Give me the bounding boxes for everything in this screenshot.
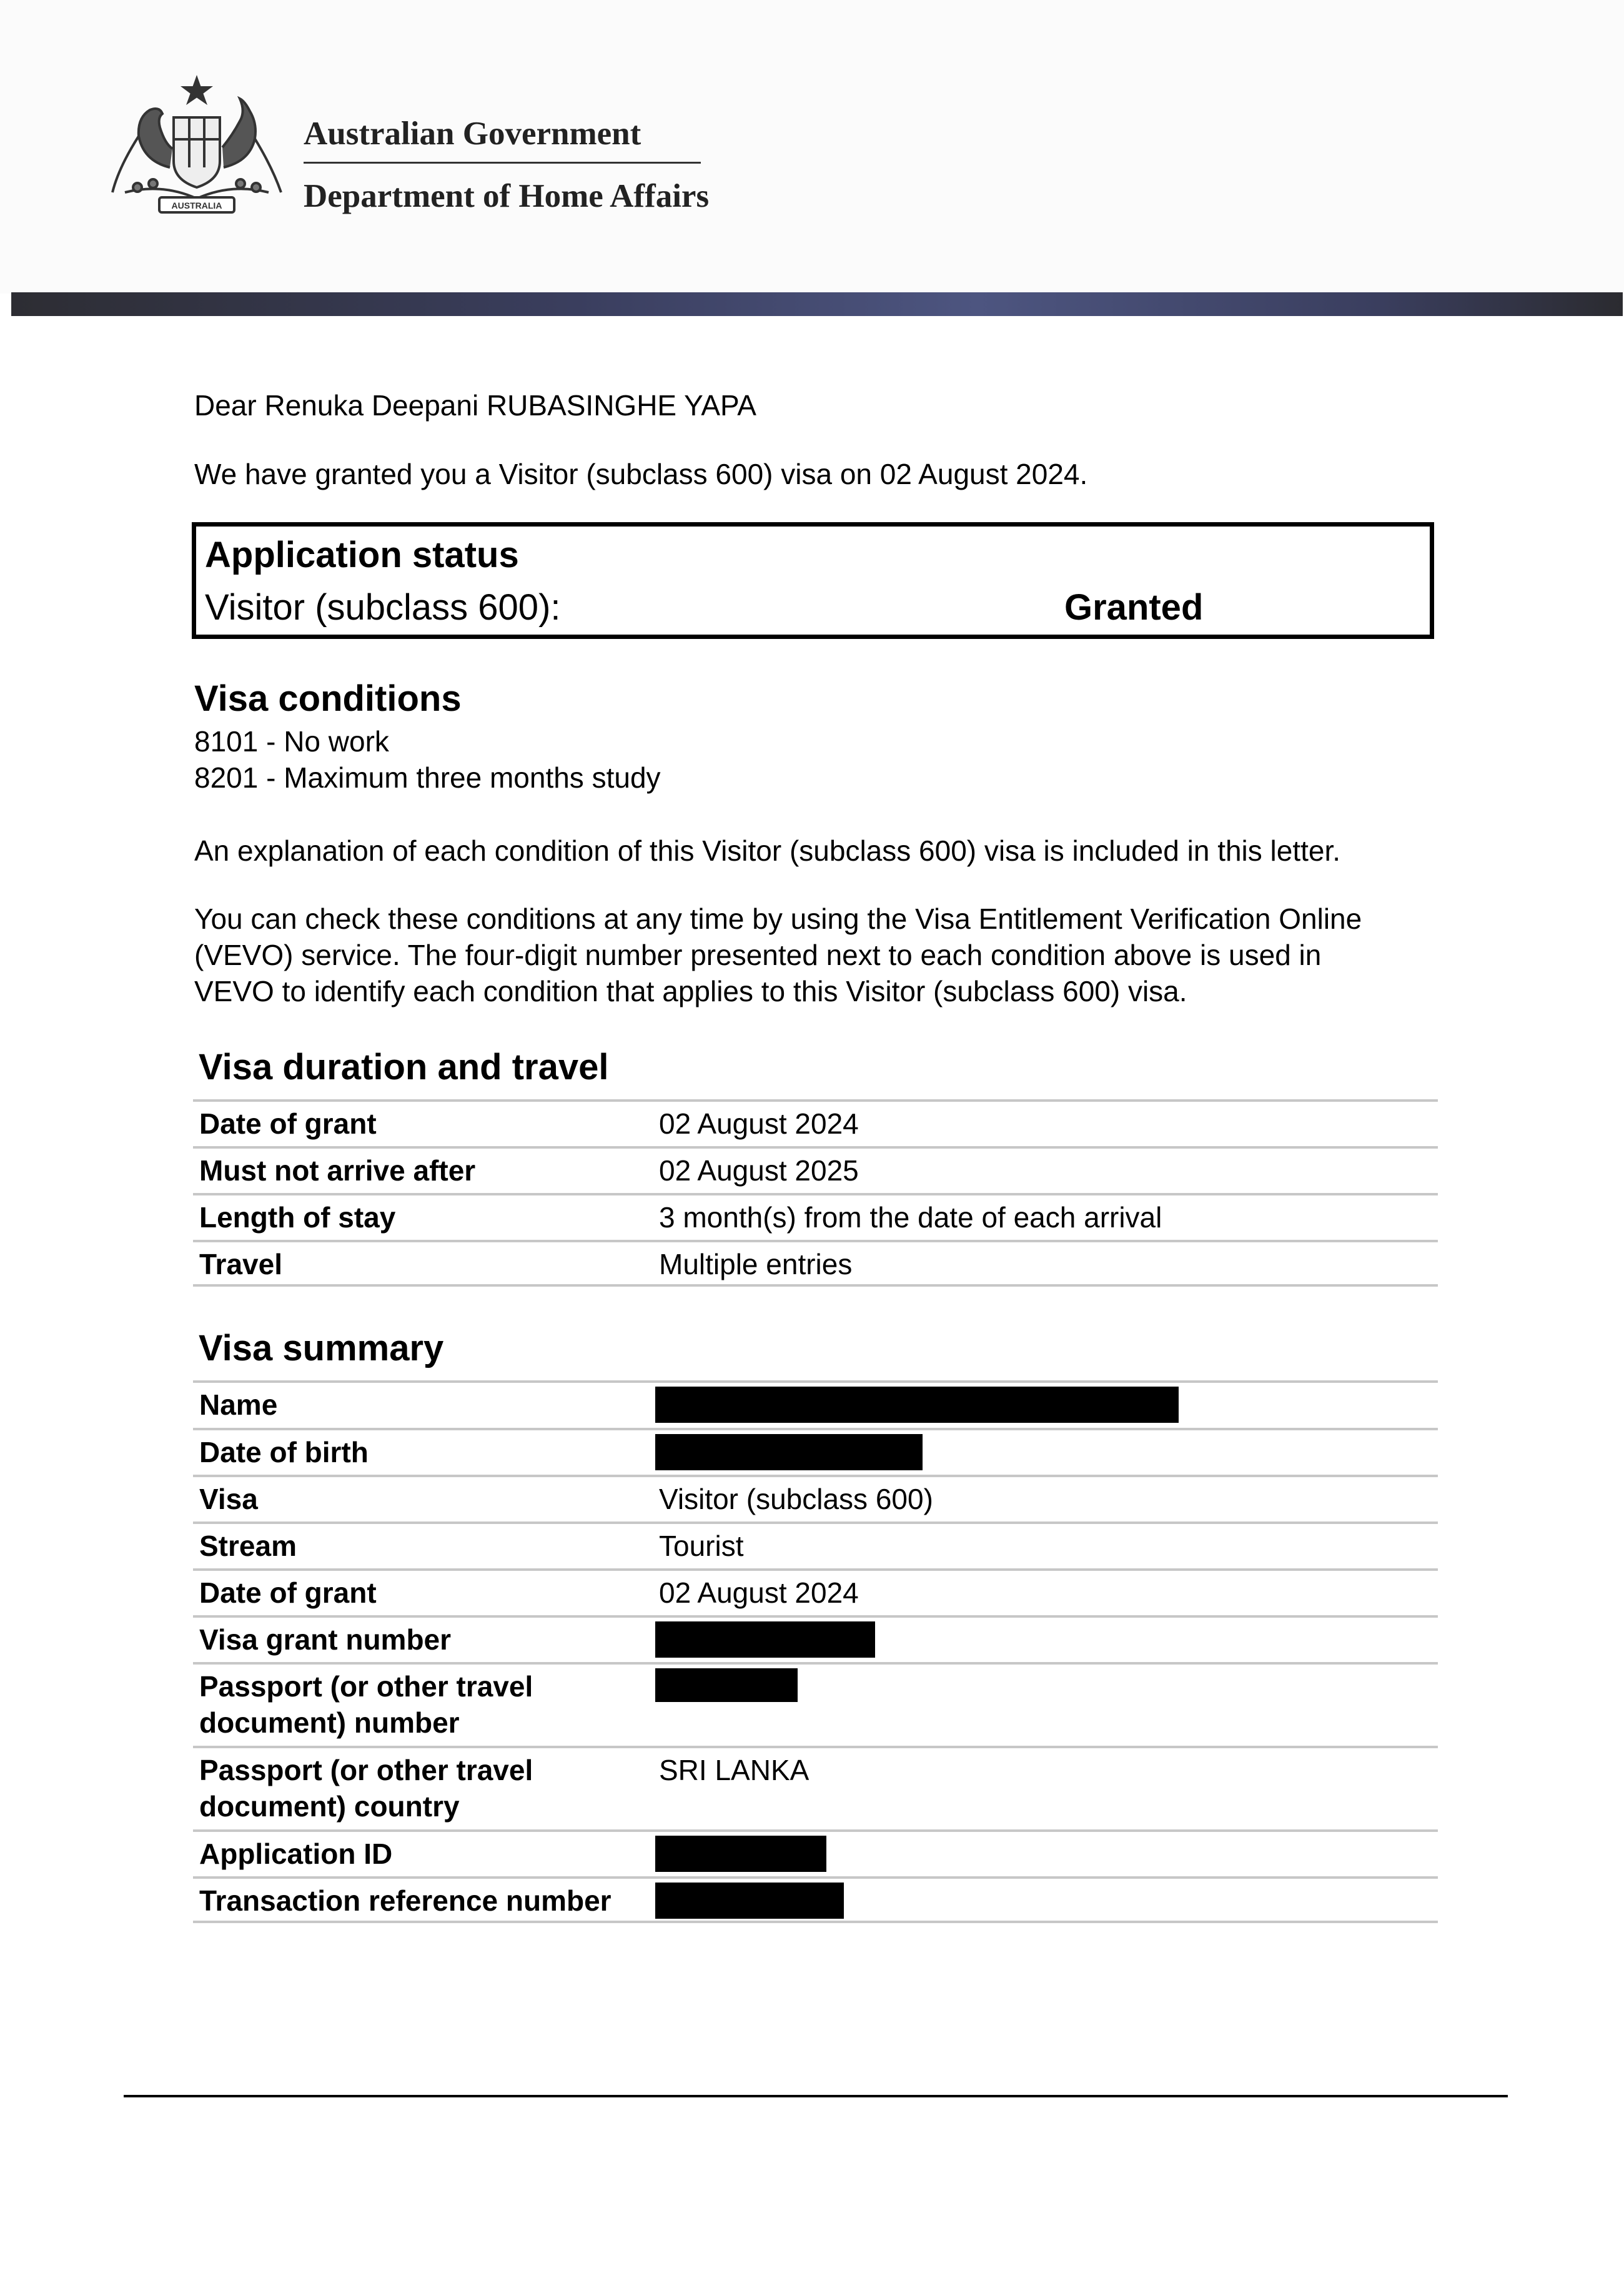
condition-item: 8201 - Maximum three months study [194,761,661,794]
table-row [193,1522,1438,1568]
row-label: Visa grant number [199,1623,452,1656]
table-row [193,1240,1438,1287]
row-label: Application ID [199,1838,393,1870]
row-label: Length of stay [199,1201,396,1234]
department-name: Department of Home Affairs [304,178,710,214]
row-value: 02 August 2025 [659,1154,859,1187]
salutation: Dear Renuka Deepani RUBASINGHE YAPA [194,389,756,422]
visa-summary-table [193,1380,1438,1923]
row-value: 3 month(s) from the date of each arrival [659,1201,1162,1234]
table-row [193,1568,1438,1615]
redaction-bar [655,1883,844,1919]
vevo-line: You can check these conditions at any time by using the Visa Entitlement Verification Online [194,903,1362,935]
table-row [193,1146,1438,1193]
condition-item: 8101 - No work [194,725,389,758]
table-row [193,1615,1438,1662]
visa-duration-table [193,1099,1438,1287]
row-value: Visitor (subclass 600) [659,1483,933,1515]
application-status-label: Visitor (subclass 600): [205,587,561,628]
row-label: Passport (or other travel document) country [199,1754,533,1823]
row-value: Tourist [659,1530,744,1562]
table-row [193,1662,1438,1746]
table-row [193,1829,1438,1876]
application-status-title: Application status [205,535,519,575]
agency-divider [304,162,701,164]
row-label: Travel [199,1248,282,1280]
row-value: Multiple entries [659,1248,853,1280]
letterhead [0,0,1624,294]
row-label: Passport (or other travel document) number [199,1670,533,1739]
row-label: Visa [199,1483,258,1515]
table-row [193,1380,1438,1428]
row-label: Date of birth [199,1436,369,1468]
row-value: 02 August 2024 [659,1576,859,1609]
visa-conditions-title: Visa conditions [194,678,462,719]
table-row [193,1099,1438,1146]
agency-name: Australian Government [304,116,641,152]
table-row [193,1475,1438,1522]
vevo-line: (VEVO) service. The four-digit number presented next to each condition above is used in [194,939,1322,971]
row-value: 02 August 2024 [659,1107,859,1140]
visa-summary-title: Visa summary [199,1328,444,1368]
svg-text:AUSTRALIA: AUSTRALIA [171,200,222,210]
table-row [193,1876,1438,1923]
vevo-line: VEVO to identify each condition that applies to this Visitor (subclass 600) visa. [194,975,1187,1007]
row-label: Must not arrive after [199,1154,476,1187]
redaction-bar [655,1621,875,1658]
redaction-bar [655,1434,923,1470]
redaction-bar [655,1668,798,1702]
row-label: Name [199,1388,278,1421]
redaction-bar [655,1387,1179,1423]
table-row [193,1428,1438,1475]
row-label: Date of grant [199,1576,377,1609]
grant-intro: We have granted you a Visitor (subclass 600) visa on 02 August 2024. [194,458,1088,490]
conditions-explanation: An explanation of each condition of this Visitor (subclass 600) visa is included in this letter. [194,834,1341,867]
table-row [193,1193,1438,1240]
table-row [193,1746,1438,1829]
coat-of-arms-icon [100,74,294,224]
footer-divider [124,2095,1508,2097]
application-status-box [192,522,1434,639]
row-label: Stream [199,1530,297,1562]
row-label: Date of grant [199,1107,377,1140]
row-label: Transaction reference number [199,1884,611,1917]
visa-duration-title: Visa duration and travel [199,1047,609,1087]
header-banner-bar [11,292,1623,316]
application-status-value: Granted [1064,587,1204,628]
row-value: SRI LANKA [659,1754,810,1786]
redaction-bar [655,1836,826,1872]
